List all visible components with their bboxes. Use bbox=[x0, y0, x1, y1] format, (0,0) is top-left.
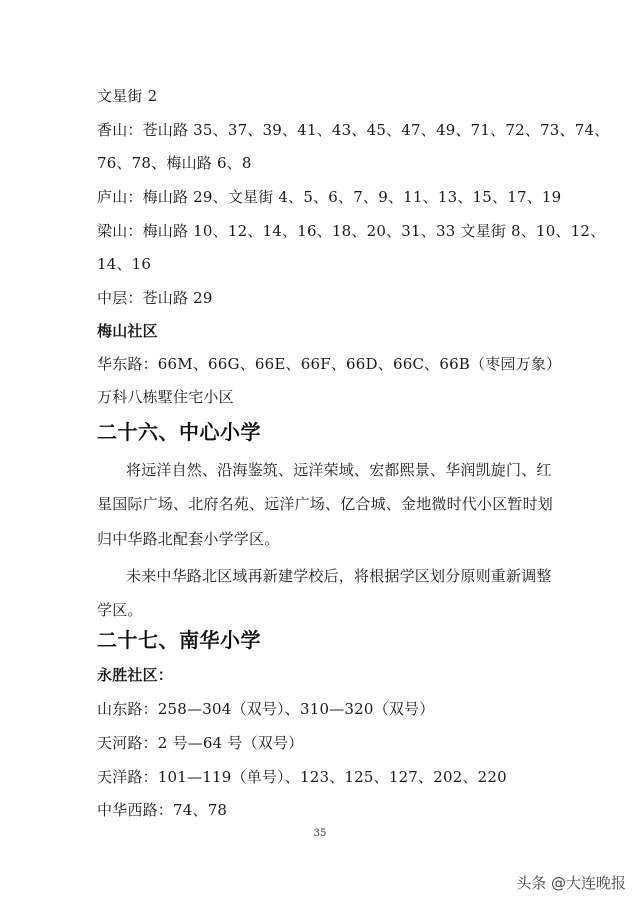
paragraph-line: 未来中华路北区域再新建学校后，将根据学区划分原则重新调整 bbox=[126, 567, 552, 585]
text-line: 庐山：梅山路 29、文星街 4、5、6、7、9、11、13、15、17、19 bbox=[97, 188, 562, 206]
community-label: 永胜社区： bbox=[97, 666, 174, 684]
community-label: 梅山社区 bbox=[97, 322, 158, 340]
section-heading: 二十六、中心小学 bbox=[97, 420, 261, 444]
section-heading: 二十七、南华小学 bbox=[97, 628, 261, 652]
text-line: 天洋路：101—119（单号）、123、125、127、202、220 bbox=[97, 768, 507, 786]
text-line: 香山：苍山路 35、37、39、41、43、45、47、49、71、72、73、74、 bbox=[97, 121, 610, 139]
paragraph-line: 归中华路北配套小学学区。 bbox=[97, 530, 280, 548]
text-line: 76、78、梅山路 6、8 bbox=[97, 154, 252, 172]
paragraph-line: 星国际广场、北府名苑、远洋广场、亿合城、金地微时代小区暂时划 bbox=[97, 495, 554, 513]
paragraph-line: 学区。 bbox=[97, 601, 143, 619]
text-line: 中华西路：74、78 bbox=[97, 801, 228, 819]
text-line: 14、16 bbox=[97, 255, 152, 273]
text-line: 中层：苍山路 29 bbox=[97, 289, 213, 307]
text-line: 山东路：258—304（双号）、310—320（双号） bbox=[97, 700, 435, 718]
watermark: 头条 @大连晚报 bbox=[516, 874, 626, 892]
page-number: 35 bbox=[313, 828, 327, 839]
text-line: 万科八栋墅住宅小区 bbox=[97, 388, 234, 406]
text-line: 梁山：梅山路 10、12、14、16、18、20、31、33 文星街 8、10、12、 bbox=[97, 222, 606, 240]
text-line: 华东路：66M、66G、66E、66F、66D、66C、66B（枣园万象） bbox=[97, 355, 562, 373]
text-line: 文星街 2 bbox=[97, 87, 158, 105]
paragraph-line: 将远洋自然、沿海鉴筑、远洋荣域、宏都熙景、华润凯旋门、红 bbox=[126, 461, 552, 479]
text-line: 天河路：2 号—64 号（双号） bbox=[97, 734, 304, 752]
